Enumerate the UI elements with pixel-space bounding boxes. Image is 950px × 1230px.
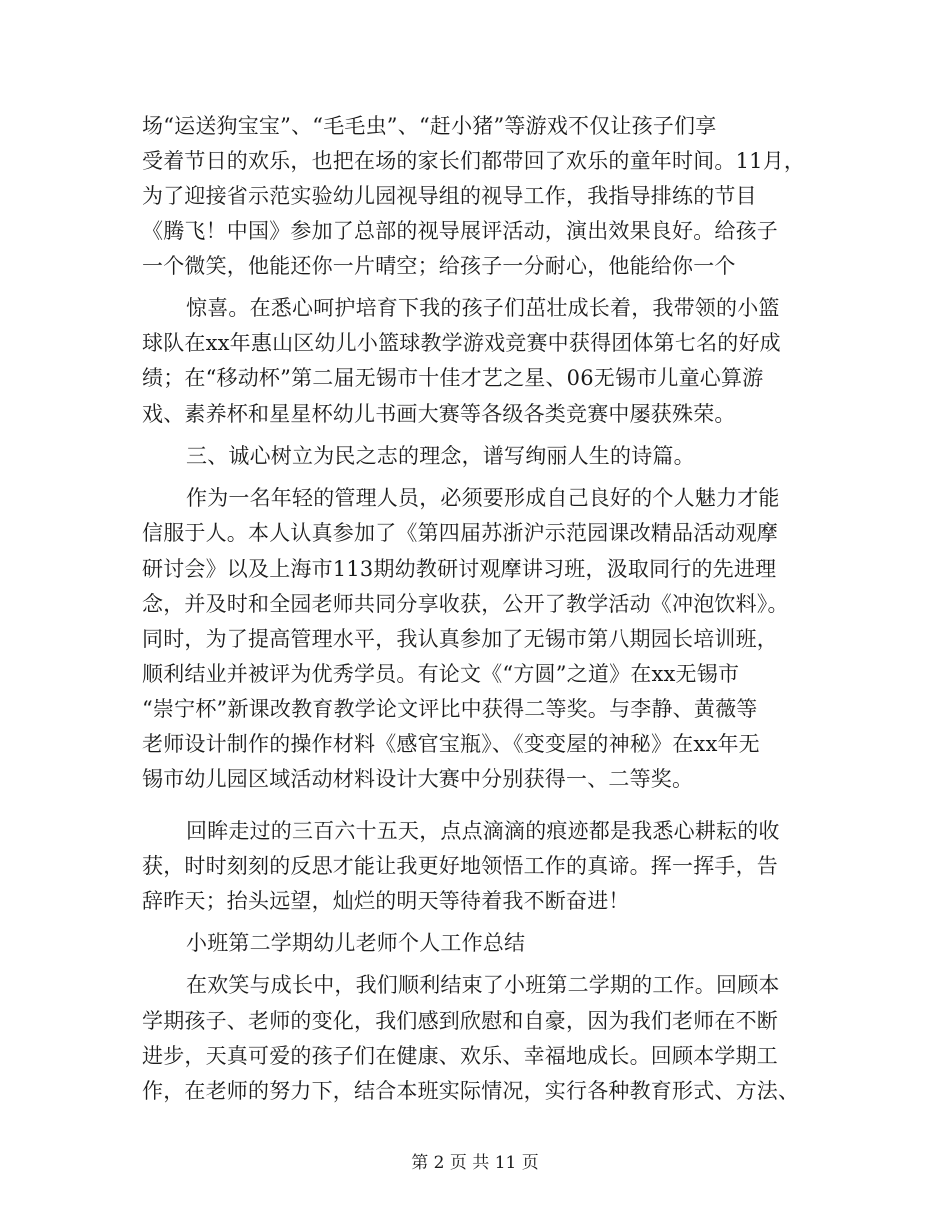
text-line: 作，在老师的努力下，结合本班实际情况，实行各种教育形式、方法、	[142, 1079, 800, 1103]
text-line: 绩；在“移动杯”第二届无锡市十佳才艺之星、06无锡市儿童心算游	[142, 366, 764, 390]
text-line: 场“运送狗宝宝”、“毛毛虫”、“赶小猪”等游戏不仅让孩子们享	[142, 114, 717, 138]
text-line: “崇宁杯”新课改教育教学论文评比中获得二等奖。与李静、黄薇等	[142, 697, 758, 721]
text-line: 同时，为了提高管理水平，我认真参加了无锡市第八期园长培训班，	[142, 627, 778, 651]
section-heading: 三、诚心树立为民之志的理念，谱写绚丽人生的诗篇。	[186, 444, 695, 468]
text-line: 老师设计制作的操作材料《感官宝瓶》、《变变屋的神秘》在xx年无	[142, 732, 760, 756]
text-line: 锡市幼儿园区域活动材料设计大赛中分别获得一、二等奖。	[142, 767, 694, 791]
text-line: 研讨会》以及上海市113期幼教研讨观摩讲习班，汲取同行的先进理	[142, 557, 777, 581]
text-line: 一个微笑，他能还你一片晴空；给孩子一分耐心，他能给你一个	[142, 254, 736, 278]
text-line: 球队在xx年惠山区幼儿小篮球教学游戏竞赛中获得团体第七名的好成	[142, 331, 781, 355]
text-line: 戏、素养杯和星星杯幼儿书画大赛等各级各类竞赛中屡获殊荣。	[142, 402, 736, 426]
text-line: 在欢笑与成长中，我们顺利结束了小班第二学期的工作。回顾本	[186, 973, 780, 997]
text-line: 受着节日的欢乐，也把在场的家长们都带回了欢乐的童年时间。11月，	[142, 149, 806, 173]
text-line: 获，时时刻刻的反思才能让我更好地领悟工作的真谛。挥一挥手，告	[142, 854, 778, 878]
text-line: 辞昨天；抬头远望，灿烂的明天等待着我不断奋进！	[142, 889, 630, 913]
text-line: 作为一名年轻的管理人员，必须要形成自己良好的个人魅力才能	[186, 486, 780, 510]
text-line: 为了迎接省示范实验幼儿园视导组的视导工作，我指导排练的节目	[142, 184, 757, 208]
text-line: 学期孩子、老师的变化，我们感到欣慰和自豪，因为我们老师在不断	[142, 1009, 778, 1033]
text-line: 回眸走过的三百六十五天，点点滴滴的痕迹都是我悉心耕耘的收	[186, 819, 780, 843]
section-title: 小班第二学期幼儿老师个人工作总结	[186, 931, 526, 955]
text-line: 进步，天真可爱的孩子们在健康、欢乐、幸福地成长。回顾本学期工	[142, 1044, 778, 1068]
text-line: 《腾飞！中国》参加了总部的视导展评活动，演出效果良好。给孩子	[142, 219, 778, 243]
text-line: 信服于人。本人认真参加了《第四届苏浙沪示范园课改精品活动观摩	[142, 521, 778, 545]
text-line: 念，并及时和全园老师共同分享收获，公开了教学活动《冲泡饮料》。	[142, 592, 789, 616]
text-line: 顺利结业并被评为优秀学员。有论文《“方圆”之道》在xx无锡市	[142, 662, 740, 686]
page-number-footer: 第 2 页 共 11 页	[411, 1153, 539, 1173]
text-line: 惊喜。在悉心呵护培育下我的孩子们茁壮成长着，我带领的小篮	[186, 296, 780, 320]
